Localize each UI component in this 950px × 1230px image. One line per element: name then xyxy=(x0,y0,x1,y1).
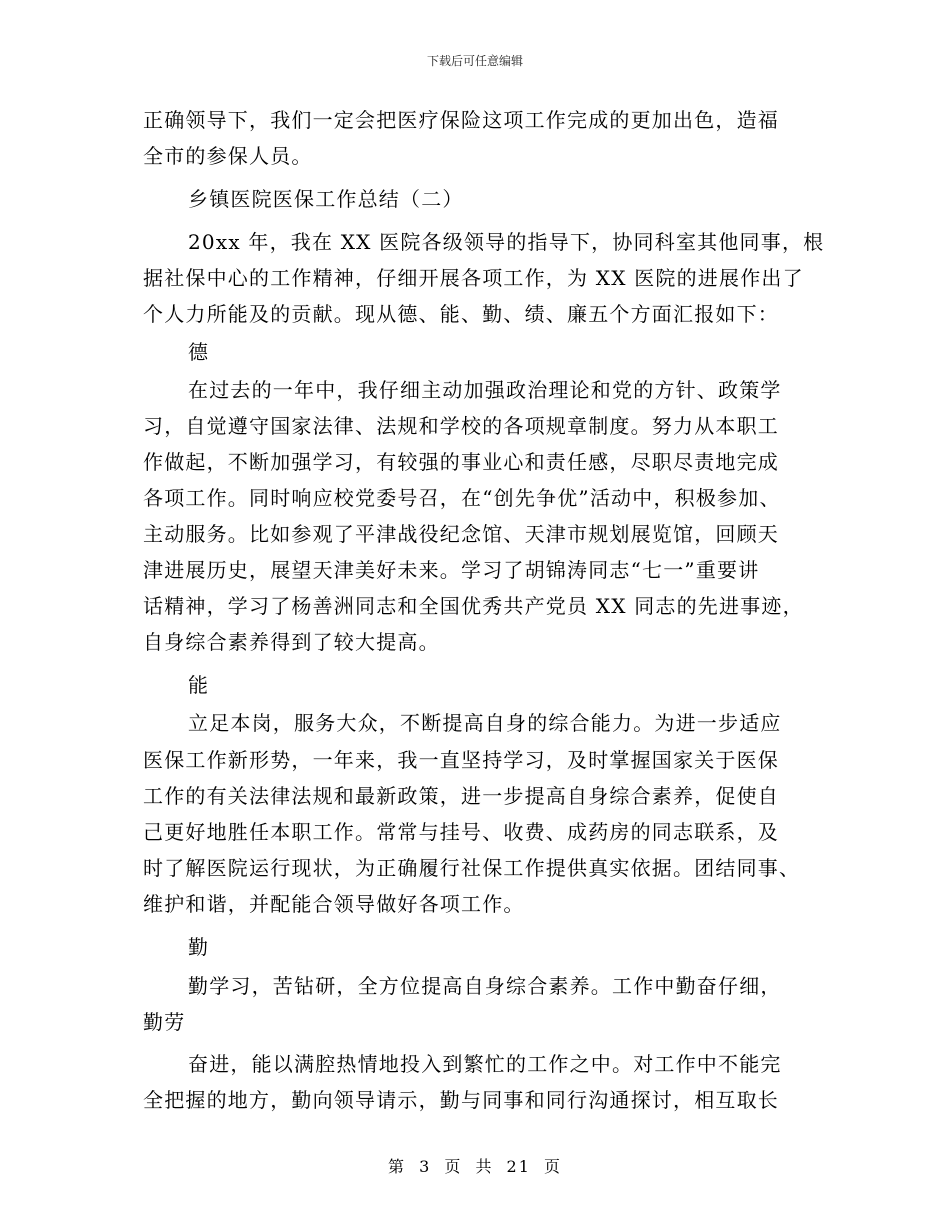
paragraph-line: 各项工作。同时响应校党委号召，在“创先争优”活动中，积极参加、 xyxy=(143,486,781,510)
paragraph-line: 在过去的一年中，我仔细主动加强政治理论和党的方针、政策学 xyxy=(188,378,782,402)
paragraph-line: 习，自觉遵守国家法律、法规和学校的各项规章制度。努力从本职工 xyxy=(143,414,779,438)
page-header: 下载后可任意编辑 xyxy=(426,54,523,68)
paragraph-line: 20xx 年，我在 XX 医院各级领导的指导下，协同科室其他同事，根 xyxy=(188,230,825,254)
subheading-neng: 能 xyxy=(188,673,210,697)
paragraph-line: 己更好地胜任本职工作。常常与挂号、收费、成药房的同志联系，及 xyxy=(143,820,779,844)
paragraph-line: 据社保中心的工作精神，仔细开展各项工作，为 XX 医院的进展作出了 xyxy=(143,266,804,290)
paragraph-line: 主动服务。比如参观了平津战役纪念馆、天津市规划展览馆，回顾天 xyxy=(143,522,779,546)
paragraph-line: 津进展历史，展望天津美好未来。学习了胡锦涛同志“七一”重要讲 xyxy=(143,558,760,582)
paragraph-line: 自身综合素养得到了较大提高。 xyxy=(143,630,440,654)
paragraph-line: 全市的参保人员。 xyxy=(143,144,313,168)
paragraph-line: 正确领导下，我们一定会把医疗保险这项工作完成的更加出色，造福 xyxy=(143,108,779,132)
paragraph-line: 时了解医院运行现状，为正确履行社保工作提供真实依据。团结同事、 xyxy=(143,856,801,880)
paragraph-line: 立足本岗，服务大众，不断提高自身的综合能力。为进一步适应 xyxy=(188,711,782,735)
paragraph-line: 医保工作新形势，一年来，我一直坚持学习，及时掌握国家关于医保 xyxy=(143,748,779,772)
subheading-qin: 勤 xyxy=(188,935,210,959)
paragraph-line: 勤学习，苦钻研，全方位提高自身综合素养。工作中勤奋仔细， xyxy=(188,974,782,998)
section-title: 乡镇医院医保工作总结（二） xyxy=(188,187,464,211)
paragraph-line: 奋进，能以满腔热情地投入到繁忙的工作之中。对工作中不能完 xyxy=(188,1052,782,1076)
paragraph-line: 全把握的地方，勤向领导请示，勤与同事和同行沟通探讨，相互取长 xyxy=(143,1088,779,1112)
page-number-footer: 第 3 页 共 21 页 xyxy=(388,1157,562,1176)
subheading-de: 德 xyxy=(188,340,210,364)
paragraph-line: 个人力所能及的贡献。现从德、能、勤、绩、廉五个方面汇报如下： xyxy=(143,302,779,326)
paragraph-line: 工作的有关法律法规和最新政策，进一步提高自身综合素养，促使自 xyxy=(143,784,779,808)
paragraph-line: 维护和谐，并配能合领导做好各项工作。 xyxy=(143,892,525,916)
paragraph-line: 作做起，不断加强学习，有较强的事业心和责任感，尽职尽责地完成 xyxy=(143,450,779,474)
paragraph-line: 勤劳 xyxy=(143,1010,186,1034)
paragraph-line: 话精神，学习了杨善洲同志和全国优秀共产党员 XX 同志的先进事迹， xyxy=(143,594,804,618)
